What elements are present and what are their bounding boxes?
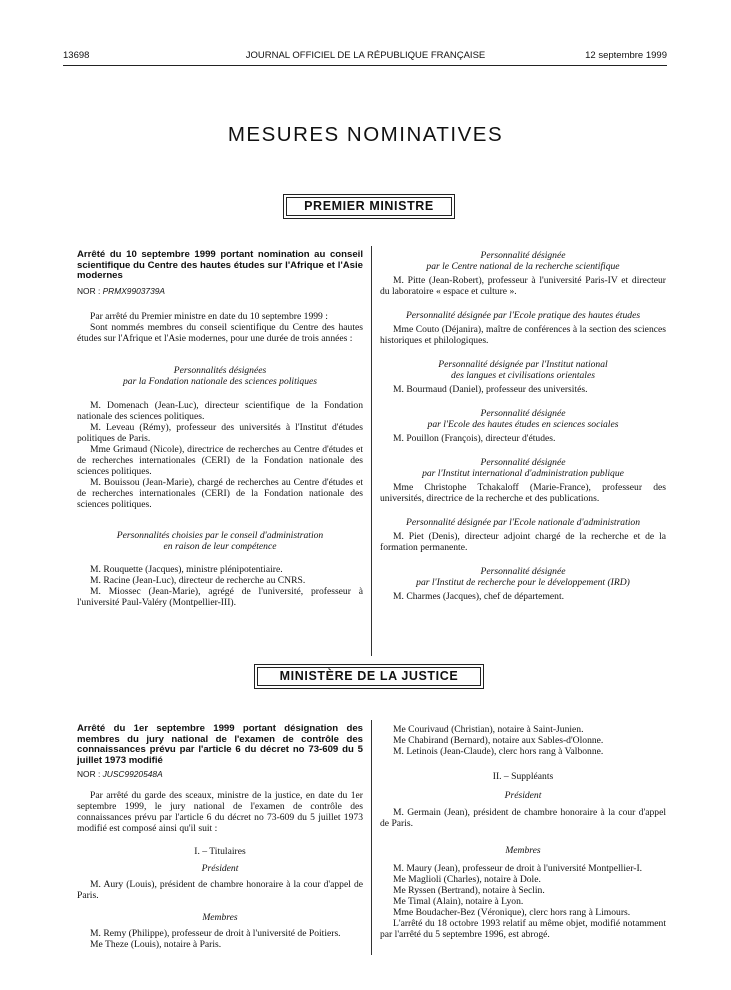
group-heading: par l'Institut international d'administration publique [422,468,624,479]
nor-line [77,286,363,297]
nor-line [77,769,363,780]
group-heading: par la Fondation nationale des sciences politiques [123,375,317,387]
list-item: M. Letinois (Jean-Claude), clerc hors rang à Valbonne. [393,746,604,757]
group-heading: par l'Ecole des hautes études en sciences sociales [427,419,619,430]
section2-left-column [77,724,363,950]
paragraph: L'arrêté du 18 octobre 1993 relatif au même objet, modifié notamment par l'arrêté du 5 septembre 1996, est abrogé. [380,918,666,940]
list-item: M. Aury (Louis), président de chambre honoraire à la cour d'appel de Paris. [77,879,363,901]
section1-right-column [380,250,666,602]
group-heading: par le Centre national de la recherche scientifique [426,261,620,272]
list-item: Me Maglioli (Charles), notaire à Dole. [393,874,541,885]
paragraph: Par arrêté du garde des sceaux, ministre de la justice, en date du 1er septembre 1999, le jury national de l'examen de contrôle des connaissances prévu par l'article 6 du décret no 73-609 du 5 juillet 1973 modifié est composé ainsi qu'il suit : [77,790,363,834]
list-item: Me Ryssen (Bertrand), notaire à Seclin. [393,885,545,896]
group-heading: en raison de leur compétence [163,540,277,552]
subsection-heading: II. – Suppléants [492,771,554,782]
group-heading: par l'Institut de recherche pour le développement (IRD) [416,577,630,588]
list-item: M. Maury (Jean), professeur de droit à l'université Montpellier-I. [393,863,643,874]
list-item: M. Germain (Jean), président de chambre honoraire à la cour d'appel de Paris. [380,807,666,829]
list-item: Mme Christophe Tchakaloff (Marie-France), professeur des universités, directrice de la recherche et des publications. [380,482,666,504]
subsection-label: I. – Titulaires [194,846,246,857]
decree-title: Arrêté du 1er septembre 1999 portant désignation des membres du jury national de l'examen de contrôle des connaissances prévu par l'article 6 du décret no 73-609 du 5 juillet 1973 modifié [77,723,363,766]
column-divider [371,246,372,656]
list-item: M. Bourmaud (Daniel), professeur des universités. [393,384,588,395]
list-item: M. Leveau (Rémy), professeur des universités à l'Institut d'études politiques de Paris. [77,421,363,444]
section1-left-column [77,250,363,608]
list-item: M. Rouquette (Jacques), ministre plénipotentiaire. [90,563,283,575]
group-heading: Personnalité désignée par l'Ecole pratique des hautes études [405,310,641,321]
list-item: Mme Boudacher-Bez (Véronique), clerc hors rang à Limours. [393,907,631,918]
nor-code: PRMX9903739A [102,285,165,296]
list-item: Mme Couto (Déjanira), maître de conférences à la section des sciences historiques et philologiques. [380,324,666,346]
group-heading: Membres [505,845,541,856]
group-heading: Président [504,790,542,801]
paragraph: Sont nommés membres du conseil scientifique du Centre des hautes études sur l'Afrique et l'Asie modernes, pour une durée de trois années : [77,321,363,344]
group-heading: Personnalité désignée par l'Ecole nationale d'administration [405,517,641,528]
section-title-box [254,664,484,689]
group-heading: Personnalité désignée par l'Institut national [438,359,608,370]
group-heading: Membres [202,912,238,923]
list-item: Me Theze (Louis), notaire à Paris. [90,939,222,950]
subsection-heading [77,846,363,857]
group-heading: Personnalité désignée [480,566,566,577]
list-item: M. Domenach (Jean-Luc), directeur scientifique de la Fondation nationale des sciences politiques. [77,399,363,422]
list-item: Mme Grimaud (Nicole), directrice de recherches au Centre d'études et de recherches internationales (CERI) de la Fondation nationale des sciences politiques. [77,443,363,477]
paragraph: Par arrêté du Premier ministre en date du 10 septembre 1999 : [90,310,328,322]
list-item: M. Racine (Jean-Luc), directeur de recherche au CNRS. [90,574,306,586]
list-item: M. Charmes (Jacques), chef de département. [393,591,565,602]
list-item: M. Remy (Philippe), professeur de droit à l'université de Poitiers. [90,928,341,939]
group-heading: Personnalité désignée [480,408,566,419]
group-heading: Personnalité désignée [480,250,566,261]
list-item: M. Miossec (Jean-Marie), agrégé de l'université, professeur à l'université Paul-Valéry (Montpellier-III). [77,585,363,608]
issue-date: 12 septembre 1999 [585,50,667,61]
list-item: M. Bouissou (Jean-Marie), chargé de recherches au Centre d'études et de recherches internationales (CERI) de la Fondation nationale des sciences politiques. [77,476,363,510]
nor-code: JUSC9920548A [102,769,163,779]
journal-title: JOURNAL OFFICIEL DE LA RÉPUBLIQUE FRANÇAISE [245,50,486,61]
header-rule [63,65,667,66]
list-item: Me Courivaud (Christian), notaire à Saint-Junien. [393,724,584,735]
page-number: 13698 [63,50,90,61]
section2-right-column [380,724,666,940]
list-item: M. Piet (Denis), directeur adjoint chargé de la recherche et de la formation permanente. [380,531,666,553]
group-heading: Personnalités désignées [173,364,267,376]
section-title: PREMIER MINISTRE [286,197,452,216]
list-item: Me Timal (Alain), notaire à Lyon. [393,896,524,907]
nor-label: NOR : [77,285,101,296]
page-title: MESURES NOMINATIVES [227,123,504,146]
list-item: Me Chabirand (Bernard), notaire aux Sables-d'Olonne. [393,735,604,746]
group-heading: Président [201,863,239,874]
nor-label: NOR : [77,769,101,779]
group-heading: des langues et civilisations orientales [451,370,595,381]
section-title: MINISTÈRE DE LA JUSTICE [257,667,481,686]
decree-title: Arrêté du 10 septembre 1999 portant nomination au conseil scientifique du Centre des hautes études sur l'Afrique et l'Asie modernes [77,249,363,281]
list-item: M. Pitte (Jean-Robert), professeur à l'université Paris-IV et directeur du laboratoire « espace et culture ». [380,275,666,297]
column-divider [371,720,372,955]
list-item: M. Pouillon (François), directeur d'études. [393,433,556,444]
group-heading: Personnalité désignée [480,457,566,468]
group-heading: Personnalités choisies par le conseil d'administration [116,529,324,541]
section-title-box [283,194,455,219]
